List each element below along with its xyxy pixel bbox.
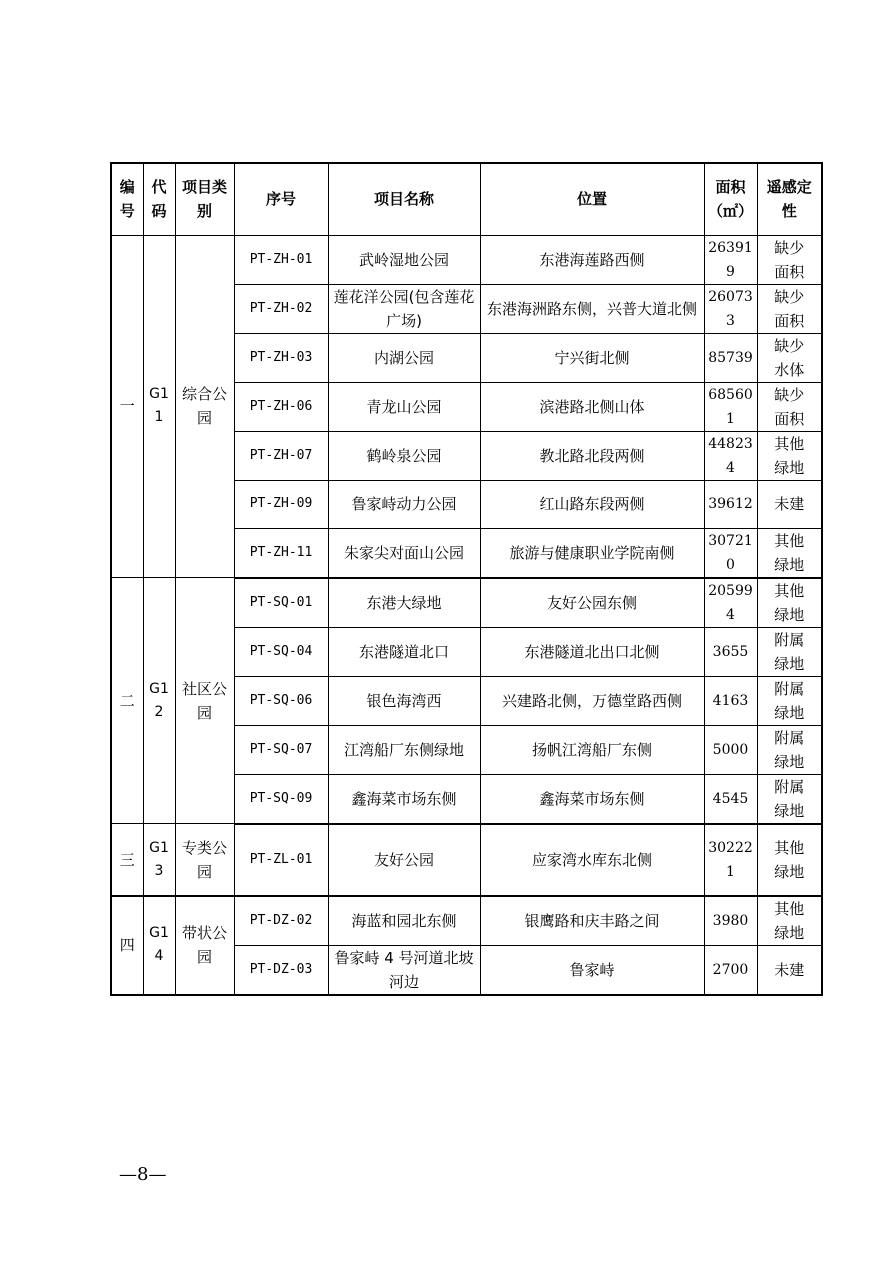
header-seq: 序号: [234, 163, 328, 235]
row-area: 302221: [704, 824, 757, 896]
row-location: 东港隧道北出口北侧: [480, 627, 704, 676]
row-name: 鲁家峙动力公园: [328, 480, 480, 528]
row-name: 海蓝和园北东侧: [328, 896, 480, 946]
row-area: 685601: [704, 382, 757, 431]
row-seq: PT-ZH-07: [234, 431, 328, 480]
row-name: 朱家尖对面山公园: [328, 528, 480, 578]
row-seq: PT-ZH-03: [234, 333, 328, 382]
row-location: 扬帆江湾船厂东侧: [480, 725, 704, 774]
row-area: 205994: [704, 578, 757, 628]
row-remote-sensing: 其他绿地: [757, 431, 822, 480]
table-body: [111, 235, 822, 995]
park-project-table: [110, 162, 823, 996]
row-location: 宁兴街北侧: [480, 333, 704, 382]
row-location: 鲁家峙: [480, 945, 704, 995]
row-seq: PT-SQ-09: [234, 774, 328, 824]
row-location: 东港海洲路东侧，兴普大道北侧: [480, 284, 704, 333]
page-number: —8—: [119, 1164, 167, 1185]
group-number: 三: [111, 824, 143, 896]
row-remote-sensing: 附属绿地: [757, 676, 822, 725]
table-row: [111, 578, 822, 628]
row-location: 教北路北段两侧: [480, 431, 704, 480]
group-number: 一: [111, 235, 143, 578]
row-remote-sensing: 附属绿地: [757, 627, 822, 676]
row-seq: PT-DZ-02: [234, 896, 328, 946]
row-location: 旅游与健康职业学院南侧: [480, 528, 704, 578]
row-remote-sensing: 缺少水体: [757, 333, 822, 382]
row-seq: PT-ZH-02: [234, 284, 328, 333]
group-code: G14: [143, 896, 175, 995]
row-location: 滨港路北侧山体: [480, 382, 704, 431]
table-header-row: [111, 163, 822, 235]
row-name: 东港大绿地: [328, 578, 480, 628]
row-remote-sensing: 其他绿地: [757, 578, 822, 628]
row-name: 东港隧道北口: [328, 627, 480, 676]
row-name: 鲁家峙 4 号河道北坡河边: [328, 945, 480, 995]
row-seq: PT-SQ-07: [234, 725, 328, 774]
row-remote-sensing: 附属绿地: [757, 774, 822, 824]
row-area: 3980: [704, 896, 757, 946]
row-remote-sensing: 附属绿地: [757, 725, 822, 774]
row-location: 应家湾水库东北侧: [480, 824, 704, 896]
row-name: 友好公园: [328, 824, 480, 896]
row-seq: PT-ZH-09: [234, 480, 328, 528]
row-name: 内湖公园: [328, 333, 480, 382]
group-code: G12: [143, 578, 175, 824]
group-category: 专类公园: [175, 824, 234, 896]
row-remote-sensing: 其他绿地: [757, 896, 822, 946]
row-location: 兴建路北侧，万德堂路西侧: [480, 676, 704, 725]
row-area: 39612: [704, 480, 757, 528]
group-code: G11: [143, 235, 175, 578]
table-row: [111, 235, 822, 284]
header-name: 项目名称: [328, 163, 480, 235]
row-area: 4163: [704, 676, 757, 725]
row-name: 银色海湾西: [328, 676, 480, 725]
table-row: [111, 824, 822, 896]
row-remote-sensing: 其他绿地: [757, 528, 822, 578]
row-area: 4545: [704, 774, 757, 824]
row-location: 友好公园东侧: [480, 578, 704, 628]
group-number: 二: [111, 578, 143, 824]
header-location: 位置: [480, 163, 704, 235]
row-seq: PT-ZH-06: [234, 382, 328, 431]
row-remote-sensing: 其他绿地: [757, 824, 822, 896]
header-category: 项目类别: [175, 163, 234, 235]
row-area: 3655: [704, 627, 757, 676]
row-location: 东港海莲路西侧: [480, 235, 704, 284]
row-area: 307210: [704, 528, 757, 578]
row-name: 武岭湿地公园: [328, 235, 480, 284]
table-row: [111, 896, 822, 946]
row-location: 鑫海菜市场东侧: [480, 774, 704, 824]
row-area: 2700: [704, 945, 757, 995]
row-seq: PT-ZH-11: [234, 528, 328, 578]
row-location: 红山路东段两侧: [480, 480, 704, 528]
header-code: 代码: [143, 163, 175, 235]
group-category: 综合公园: [175, 235, 234, 578]
row-seq: PT-SQ-01: [234, 578, 328, 628]
row-name: 鹤岭泉公园: [328, 431, 480, 480]
group-code: G13: [143, 824, 175, 896]
row-area: 260733: [704, 284, 757, 333]
row-remote-sensing: 缺少面积: [757, 382, 822, 431]
header-no: 编号: [111, 163, 143, 235]
row-area: 448234: [704, 431, 757, 480]
row-seq: PT-ZL-01: [234, 824, 328, 896]
row-seq: PT-SQ-06: [234, 676, 328, 725]
row-location: 银鹰路和庆丰路之间: [480, 896, 704, 946]
row-remote-sensing: 缺少面积: [757, 284, 822, 333]
row-area: 85739: [704, 333, 757, 382]
group-number: 四: [111, 896, 143, 995]
row-seq: PT-SQ-04: [234, 627, 328, 676]
row-name: 青龙山公园: [328, 382, 480, 431]
row-area: 5000: [704, 725, 757, 774]
group-category: 社区公园: [175, 578, 234, 824]
row-name: 鑫海菜市场东侧: [328, 774, 480, 824]
row-area: 263919: [704, 235, 757, 284]
header-remote-sensing: 遥感定性: [757, 163, 822, 235]
header-area: 面积（㎡）: [704, 163, 757, 235]
row-remote-sensing: 未建: [757, 945, 822, 995]
row-name: 江湾船厂东侧绿地: [328, 725, 480, 774]
row-remote-sensing: 缺少面积: [757, 235, 822, 284]
row-remote-sensing: 未建: [757, 480, 822, 528]
row-seq: PT-ZH-01: [234, 235, 328, 284]
group-category: 带状公园: [175, 896, 234, 995]
row-name: 莲花洋公园(包含莲花广场): [328, 284, 480, 333]
row-seq: PT-DZ-03: [234, 945, 328, 995]
